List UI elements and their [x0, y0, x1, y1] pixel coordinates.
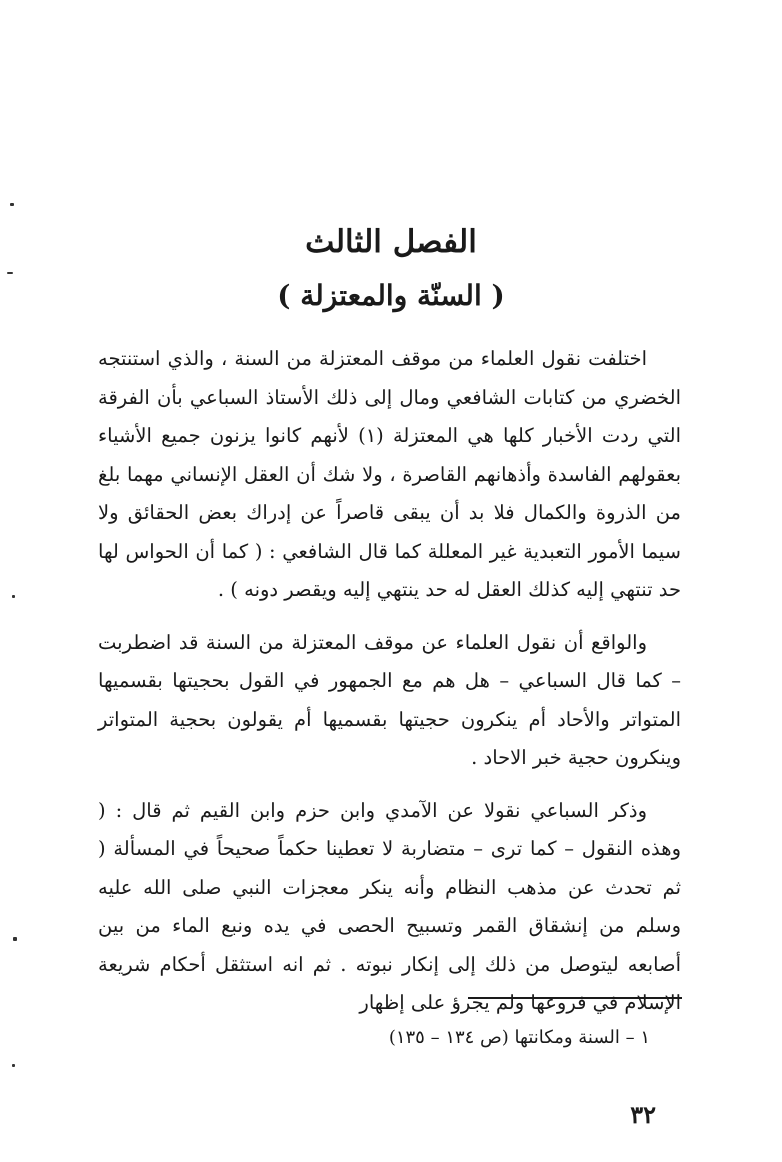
scan-speck [12, 1064, 15, 1067]
paragraph-1: اختلفت نقول العلماء من موقف المعتزلة من السنة ، والذي استنتجه الخضري من كتابات الشافعي ومال إلى ذلك الأستاذ السباعي بأن الفرقة التي ردت الأخبار كلها هي المعتزلة (١) لأنهم كانوا يزنون جميع الأشياء بعقولهم الفاسدة وأذهانهم القاصرة ، ولا شك أن العقل الإنساني مهما بلغ من الذروة والكمال فلا بد أن يبقى قاصراً عن إدراك بعض الحقائق ولا سيما الأمور التعبدية غير المعللة كما قال الشافعي : ( كما أن الحواس لها حد تنتهي إليه كذلك العقل له حد ينتهي إليه ويقصر دونه ) . [98, 347, 681, 601]
page-number: ٣٢ [630, 1100, 656, 1129]
body-text [98, 340, 681, 1037]
chapter-title: الفصل الثالث [305, 224, 477, 260]
scan-speck [12, 595, 15, 598]
footnote-divider [468, 997, 682, 999]
paragraph-2: والواقع أن نقول العلماء عن موقف المعتزلة من السنة قد اضطربت – كما قال السباعي – هل هم مع الجمهور في القول بحجيتها بقسميها المتواتر والأحاد أم ينكرون حجيتها بقسميها أم يقولون بحجية المتواتر وينكرون حجية خبر الاحاد . [98, 630, 681, 769]
chapter-subtitle: ( السنّة والمعتزلة ) [277, 279, 505, 312]
footnote: ١ – السنة ومكانتها (ص ١٣٤ – ١٣٥) [388, 1027, 650, 1048]
scan-speck [10, 203, 14, 206]
scan-speck [13, 937, 17, 941]
paragraph-3: وذكر السباعي نقولا عن الآمدي وابن حزم وابن القيم ثم قال : ( وهذه النقول – كما ترى – متضاربة لا تعطينا حكماً صحيحاً في المسألة ( ثم تحدث عن مذهب النظام وأنه ينكر معجزات النبي صلى الله عليه وسلم من إنشقاق القمر وتسبيح الحصى في يده ونبع الماء من بين أصابعه ليتوصل من ذلك إلى إنكار نبوته . ثم انه استثقل أحكام شريعة الإسلام في فروعها ولم يجرؤ على إظهار [98, 798, 681, 1014]
scan-speck [7, 272, 13, 274]
